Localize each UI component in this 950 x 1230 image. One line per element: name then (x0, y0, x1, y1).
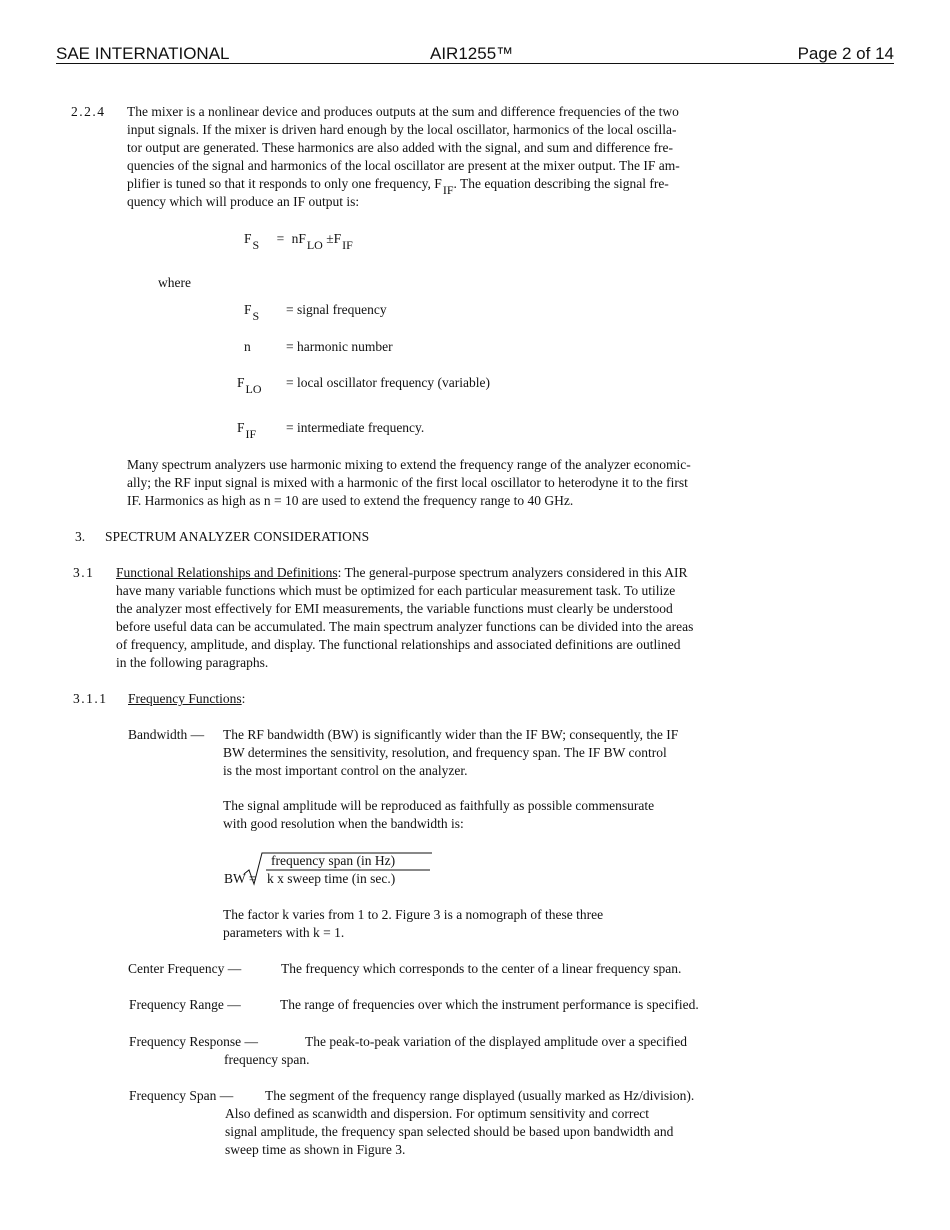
eq-lo-sub: LO (306, 238, 323, 252)
s31-heading: Functional Relationships and Definitions (116, 565, 338, 580)
s31-line-5: of frequency, amplitude, and display. The functional relationships and associated definitions are outlined (116, 637, 681, 652)
frequency-span-line-1: The segment of the frequency range displayed (usually marked as Hz/division). (265, 1088, 695, 1103)
harmonic-mixing-line-2: ally; the RF input signal is mixed with a harmonic of the first local oscillator to heterodyne it to the first (127, 475, 688, 490)
header-rule (56, 63, 894, 64)
frequency-span-term: Frequency Span — (129, 1088, 234, 1103)
def-sym-n: n (244, 339, 251, 354)
header-org: SAE INTERNATIONAL (56, 44, 230, 63)
frequency-response-line-2: frequency span. (224, 1052, 310, 1067)
def-flo-sub: LO (245, 382, 262, 396)
formula-lhs: BW = (224, 871, 257, 886)
def-desc-flo: = local oscillator frequency (variable) (286, 375, 491, 390)
bandwidth-line-3: is the most important control on the analyzer. (223, 763, 468, 778)
where-label: where (158, 275, 191, 290)
frequency-range-text: The range of frequencies over which the instrument performance is specified. (280, 997, 699, 1012)
frequency-response-line-1: The peak-to-peak variation of the displayed amplitude over a specified (305, 1034, 687, 1049)
section-3-title: SPECTRUM ANALYZER CONSIDERATIONS (105, 529, 370, 544)
section-3-1-1-number: 3.1.1 (73, 691, 108, 706)
frequency-span-line-4: sweep time as shown in Figure 3. (225, 1142, 406, 1157)
def-flo-sym: F (237, 375, 245, 390)
def-sym-fs (244, 301, 260, 323)
def-desc-fif: = intermediate frequency. (286, 420, 425, 435)
harmonic-mixing-line-3: IF. Harmonics as high as n = 10 are used to extend the frequency range to 40 GHz. (127, 493, 574, 508)
section-3-number: 3. (75, 529, 86, 544)
frequency-response-term: Frequency Response — (129, 1034, 258, 1049)
bandwidth-line-6: The factor k varies from 1 to 2. Figure 3 is a nomograph of these three (223, 907, 604, 922)
s31-line-3: the analyzer most effectively for EMI measurements, the variable functions must clearly be understood (116, 601, 673, 616)
def-sym-flo (237, 374, 262, 396)
s31-line-4: before useful data can be accumulated. The main spectrum analyzer functions can be divided into the areas (116, 619, 694, 634)
frequency-span-line-3: signal amplitude, the frequency span selected should be based upon bandwidth and (225, 1124, 674, 1139)
header-page-number: Page 2 of 14 (797, 44, 894, 63)
eq-f: F (333, 231, 342, 246)
bandwidth-line-7: parameters with k = 1. (223, 925, 345, 940)
eq-if-sub: IF (342, 238, 353, 252)
def-fs-sym: F (244, 302, 252, 317)
bandwidth-line-5: with good resolution when the bandwidth is: (223, 816, 464, 831)
s31-line-2: have many variable functions which must be optimized for each particular measurement task. To utilize (116, 583, 676, 598)
signal-frequency-equation (244, 230, 353, 252)
header-doc-number: AIR1255™ (430, 44, 514, 63)
section-3-1-number: 3.1 (73, 565, 95, 580)
def-fif-sym: F (237, 420, 245, 435)
bandwidth-line-1: The RF bandwidth (BW) is significantly wider than the IF BW; consequently, the IF (223, 727, 679, 742)
def-sym-fif (237, 419, 257, 441)
s224-line-4: quencies of the signal and harmonics of the local oscillator are present at the mixer output. The IF am- (127, 158, 680, 173)
bandwidth-line-2: BW determines the sensitivity, resolution, and frequency span. The IF BW control (223, 745, 667, 760)
s224-line-3: tor output are generated. These harmonics are also added with the signal, and sum and difference fre- (127, 140, 674, 155)
s31-line-1 (116, 564, 688, 582)
formula-denominator: k x sweep time (in sec.) (267, 871, 396, 886)
harmonic-mixing-line-1: Many spectrum analyzers use harmonic mixing to extend the frequency range of the analyzer economic- (127, 457, 691, 472)
bandwidth-term: Bandwidth — (128, 727, 205, 742)
def-fs-sub: S (252, 309, 260, 323)
center-frequency-text: The frequency which corresponds to the center of a linear frequency span. (281, 961, 682, 976)
def-desc-n: = harmonic number (286, 339, 393, 354)
section-2-2-4-number: 2.2.4 (71, 104, 106, 119)
s31-line-1-text: : The general-purpose spectrum analyzers considered in this AIR (337, 565, 688, 580)
s224-line-5 (127, 175, 669, 197)
def-fif-sub: IF (245, 427, 257, 441)
s224-line-2: input signals. If the mixer is driven hard enough by the local oscillator, harmonics of the local oscilla- (127, 122, 677, 137)
formula-numerator: frequency span (in Hz) (271, 853, 396, 868)
eq-nf: nF (291, 231, 306, 246)
s311-colon: : (241, 691, 246, 706)
s311-heading-line (128, 690, 245, 708)
bandwidth-line-4: The signal amplitude will be reproduced as faithfully as possible commensurate (223, 798, 655, 813)
s224-line-5b: . The equation describing the signal fre- (453, 176, 669, 191)
frequency-range-term: Frequency Range — (129, 997, 241, 1012)
center-frequency-term: Center Frequency — (128, 961, 242, 976)
def-desc-fs: = signal frequency (286, 302, 387, 317)
frequency-span-line-2: Also defined as scanwidth and dispersion. For optimum sensitivity and correct (225, 1106, 650, 1121)
eq-fs: F (244, 231, 252, 246)
s224-line-6: quency which will produce an IF output is: (127, 194, 360, 209)
s224-line-1: The mixer is a nonlinear device and produces outputs at the sum and difference frequencies of the two (127, 104, 679, 119)
eq-fs-sub: S (252, 238, 260, 252)
s31-line-6: in the following paragraphs. (116, 655, 269, 670)
eq-plus-minus: ± (326, 231, 334, 246)
s311-heading: Frequency Functions (128, 691, 242, 706)
fif-subscript: IF (442, 183, 454, 197)
eq-equals: = (276, 231, 285, 246)
s224-line-5a: plifier is tuned so that it responds to only one frequency, F (127, 176, 442, 191)
